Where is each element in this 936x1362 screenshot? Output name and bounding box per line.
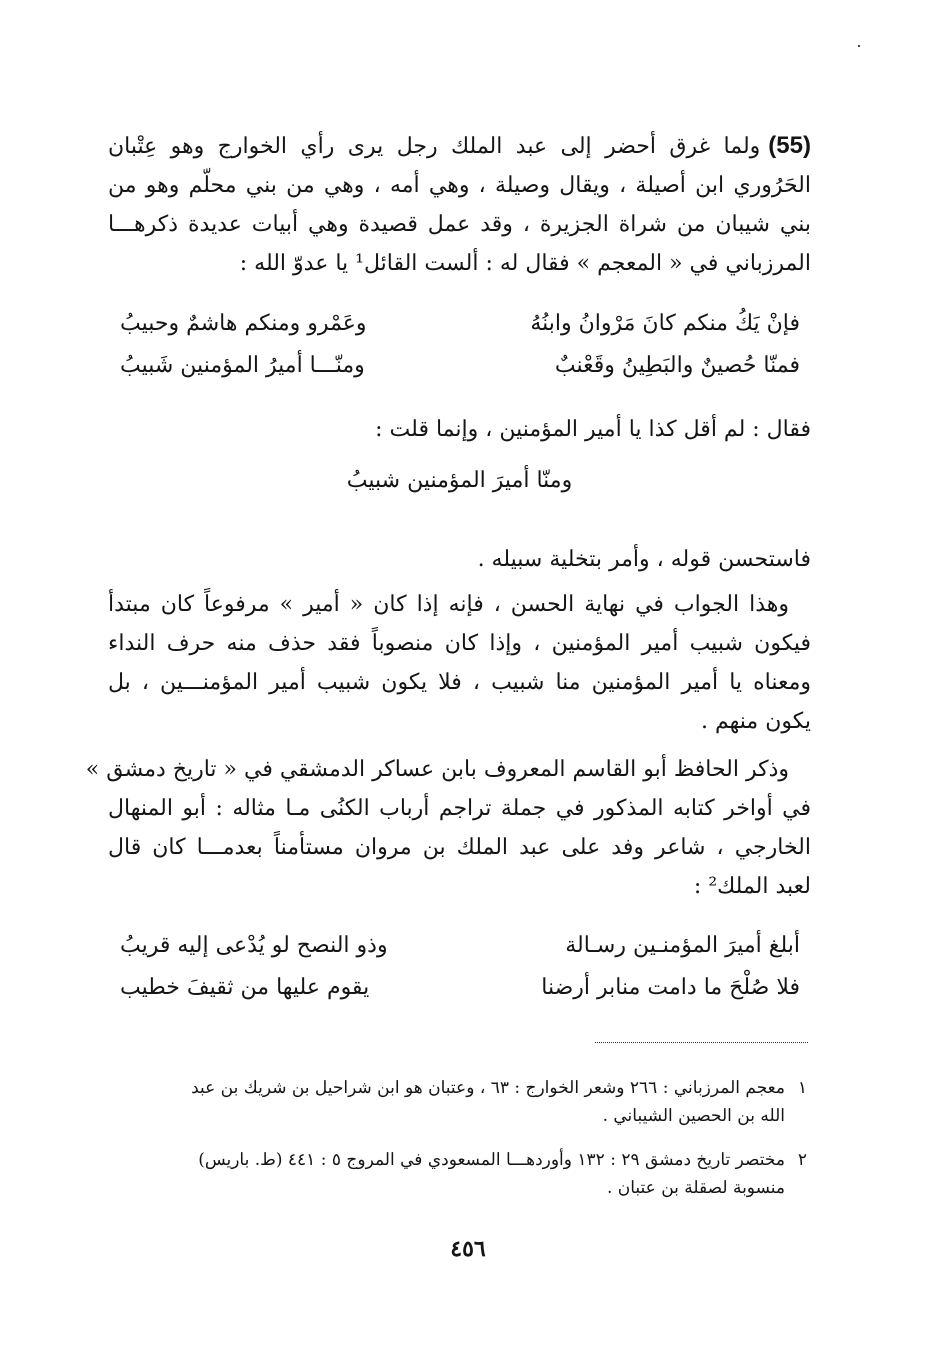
footnote-line: الله بن الحصين الشيباني . [602, 1106, 785, 1126]
scan-speck [858, 45, 860, 47]
page-number: ٤٥٦ [450, 1236, 486, 1262]
footnote-separator [595, 1042, 808, 1043]
footnote-line: ١معجم المرزباني : ٢٦٦ وشعر الخوارج : ٦٣ ، وعتبان هو ابن شراحيل بن شريك بن عبد [112, 1074, 807, 1102]
text-line: فاستحسن قوله ، وأمر بتخلية سبيله . [477, 547, 811, 572]
verse-first-hemistich: فمنّا حُصينٌ والبَطِينُ وقَعْنبٌ [554, 352, 800, 378]
verse-line [120, 302, 800, 344]
text-line: المرزباني في « المعجم » فقال له : ألست القائل¹ يا عدوّ الله : [239, 251, 811, 276]
paragraph-release [108, 540, 811, 579]
verse-first-hemistich: فإنْ يَكُ منكم كانَ مَرْوانُ وابنُهُ [530, 310, 800, 336]
verse-single: ومنّا أميرَ المؤمنين شبيبُ [346, 468, 573, 493]
text-line: يكون منهم . [701, 709, 811, 734]
verse-second-hemistich: ومنّـــا أميرُ المؤمنين شَبيبُ [120, 352, 365, 378]
footnote-1 [112, 1074, 807, 1130]
verse-line [120, 344, 800, 386]
footnote-2 [112, 1146, 807, 1202]
text-line: ومعناه يا أمير المؤمنين منا شبيب ، فلا يكون شبيب أمير المؤمنـــين ، بل [108, 670, 811, 695]
text-line: وذكر الحافظ أبو القاسم المعروف بابن عساكر الدمشقي في « تاريخ دمشق » [85, 757, 789, 782]
text-line: الخارجي ، شاعر وفد على عبد الملك بن مروان مستأمناً بعدمـــا كان قال [108, 835, 811, 860]
paragraph-ibn-asakir [85, 750, 811, 906]
footnote-line: منسوبة لصقلة بن عتبان . [606, 1178, 785, 1198]
text-line: لعبد الملك² : [693, 874, 811, 899]
verse-block-2 [120, 924, 800, 1008]
verse-line [120, 966, 800, 1008]
footnote-number: ١ [797, 1078, 807, 1098]
verse-block-1 [120, 302, 800, 386]
text-line: وهذا الجواب في نهاية الحسن ، فإنه إذا كان « أمير » مرفوعاً كان مبتدأ [108, 592, 789, 617]
text-line: الحَرُوري ابن أصيلة ، ويقال وصيلة ، وهي أمه ، وهي من بني محلّم وهو من [108, 173, 811, 198]
text-line: بني شيبان من شراة الجزيرة ، وقد عمل قصيدة وهي أبيات عديدة ذكرهـــا [108, 212, 811, 237]
verse-second-hemistich: وعَمْرو ومنكم هاشمٌ وحبيبُ [120, 310, 367, 336]
footnote-number: ٢ [797, 1150, 807, 1170]
paragraph-intro [108, 126, 811, 283]
verse-line [120, 924, 800, 966]
footnote-line: ٢مختصر تاريخ دمشق ٢٩ : ١٣٢ وأوردهـــا المسعودي في المروج ٥ : ٤٤١ (ط. باريس) [112, 1146, 807, 1174]
entry-number: (55) [768, 132, 811, 159]
text-line: فيكون شبيب أمير المؤمنين ، وإذا كان منصوباً فقد حذف منه حرف النداء [108, 631, 811, 656]
paragraph-reply [108, 410, 811, 449]
text-line: في أواخر كتابه المذكور في جملة تراجم أرباب الكنُى مـا مثاله : أبو المنهال [108, 796, 811, 821]
text-line: فقال : لم أقل كذا يا أمير المؤمنين ، وإنما قلت : [375, 417, 811, 442]
text-line: (55)ولما غرق أحضر إلى عبد الملك رجل يرى رأي الخوارج وهو عِتْبان [108, 132, 811, 159]
verse-first-hemistich: فلا صُلْحَ ما دامت منابر أرضنا [541, 974, 800, 1000]
paragraph-grammar [108, 585, 811, 741]
verse-second-hemistich: وذو النصح لو يُدْعى إليه قريبُ [120, 932, 388, 958]
verse-first-hemistich: أبلغ أميرَ المؤمنـين رسـالة [565, 932, 800, 958]
verse-second-hemistich: يقوم عليها من ثقيفَ خطيب [120, 974, 370, 1000]
